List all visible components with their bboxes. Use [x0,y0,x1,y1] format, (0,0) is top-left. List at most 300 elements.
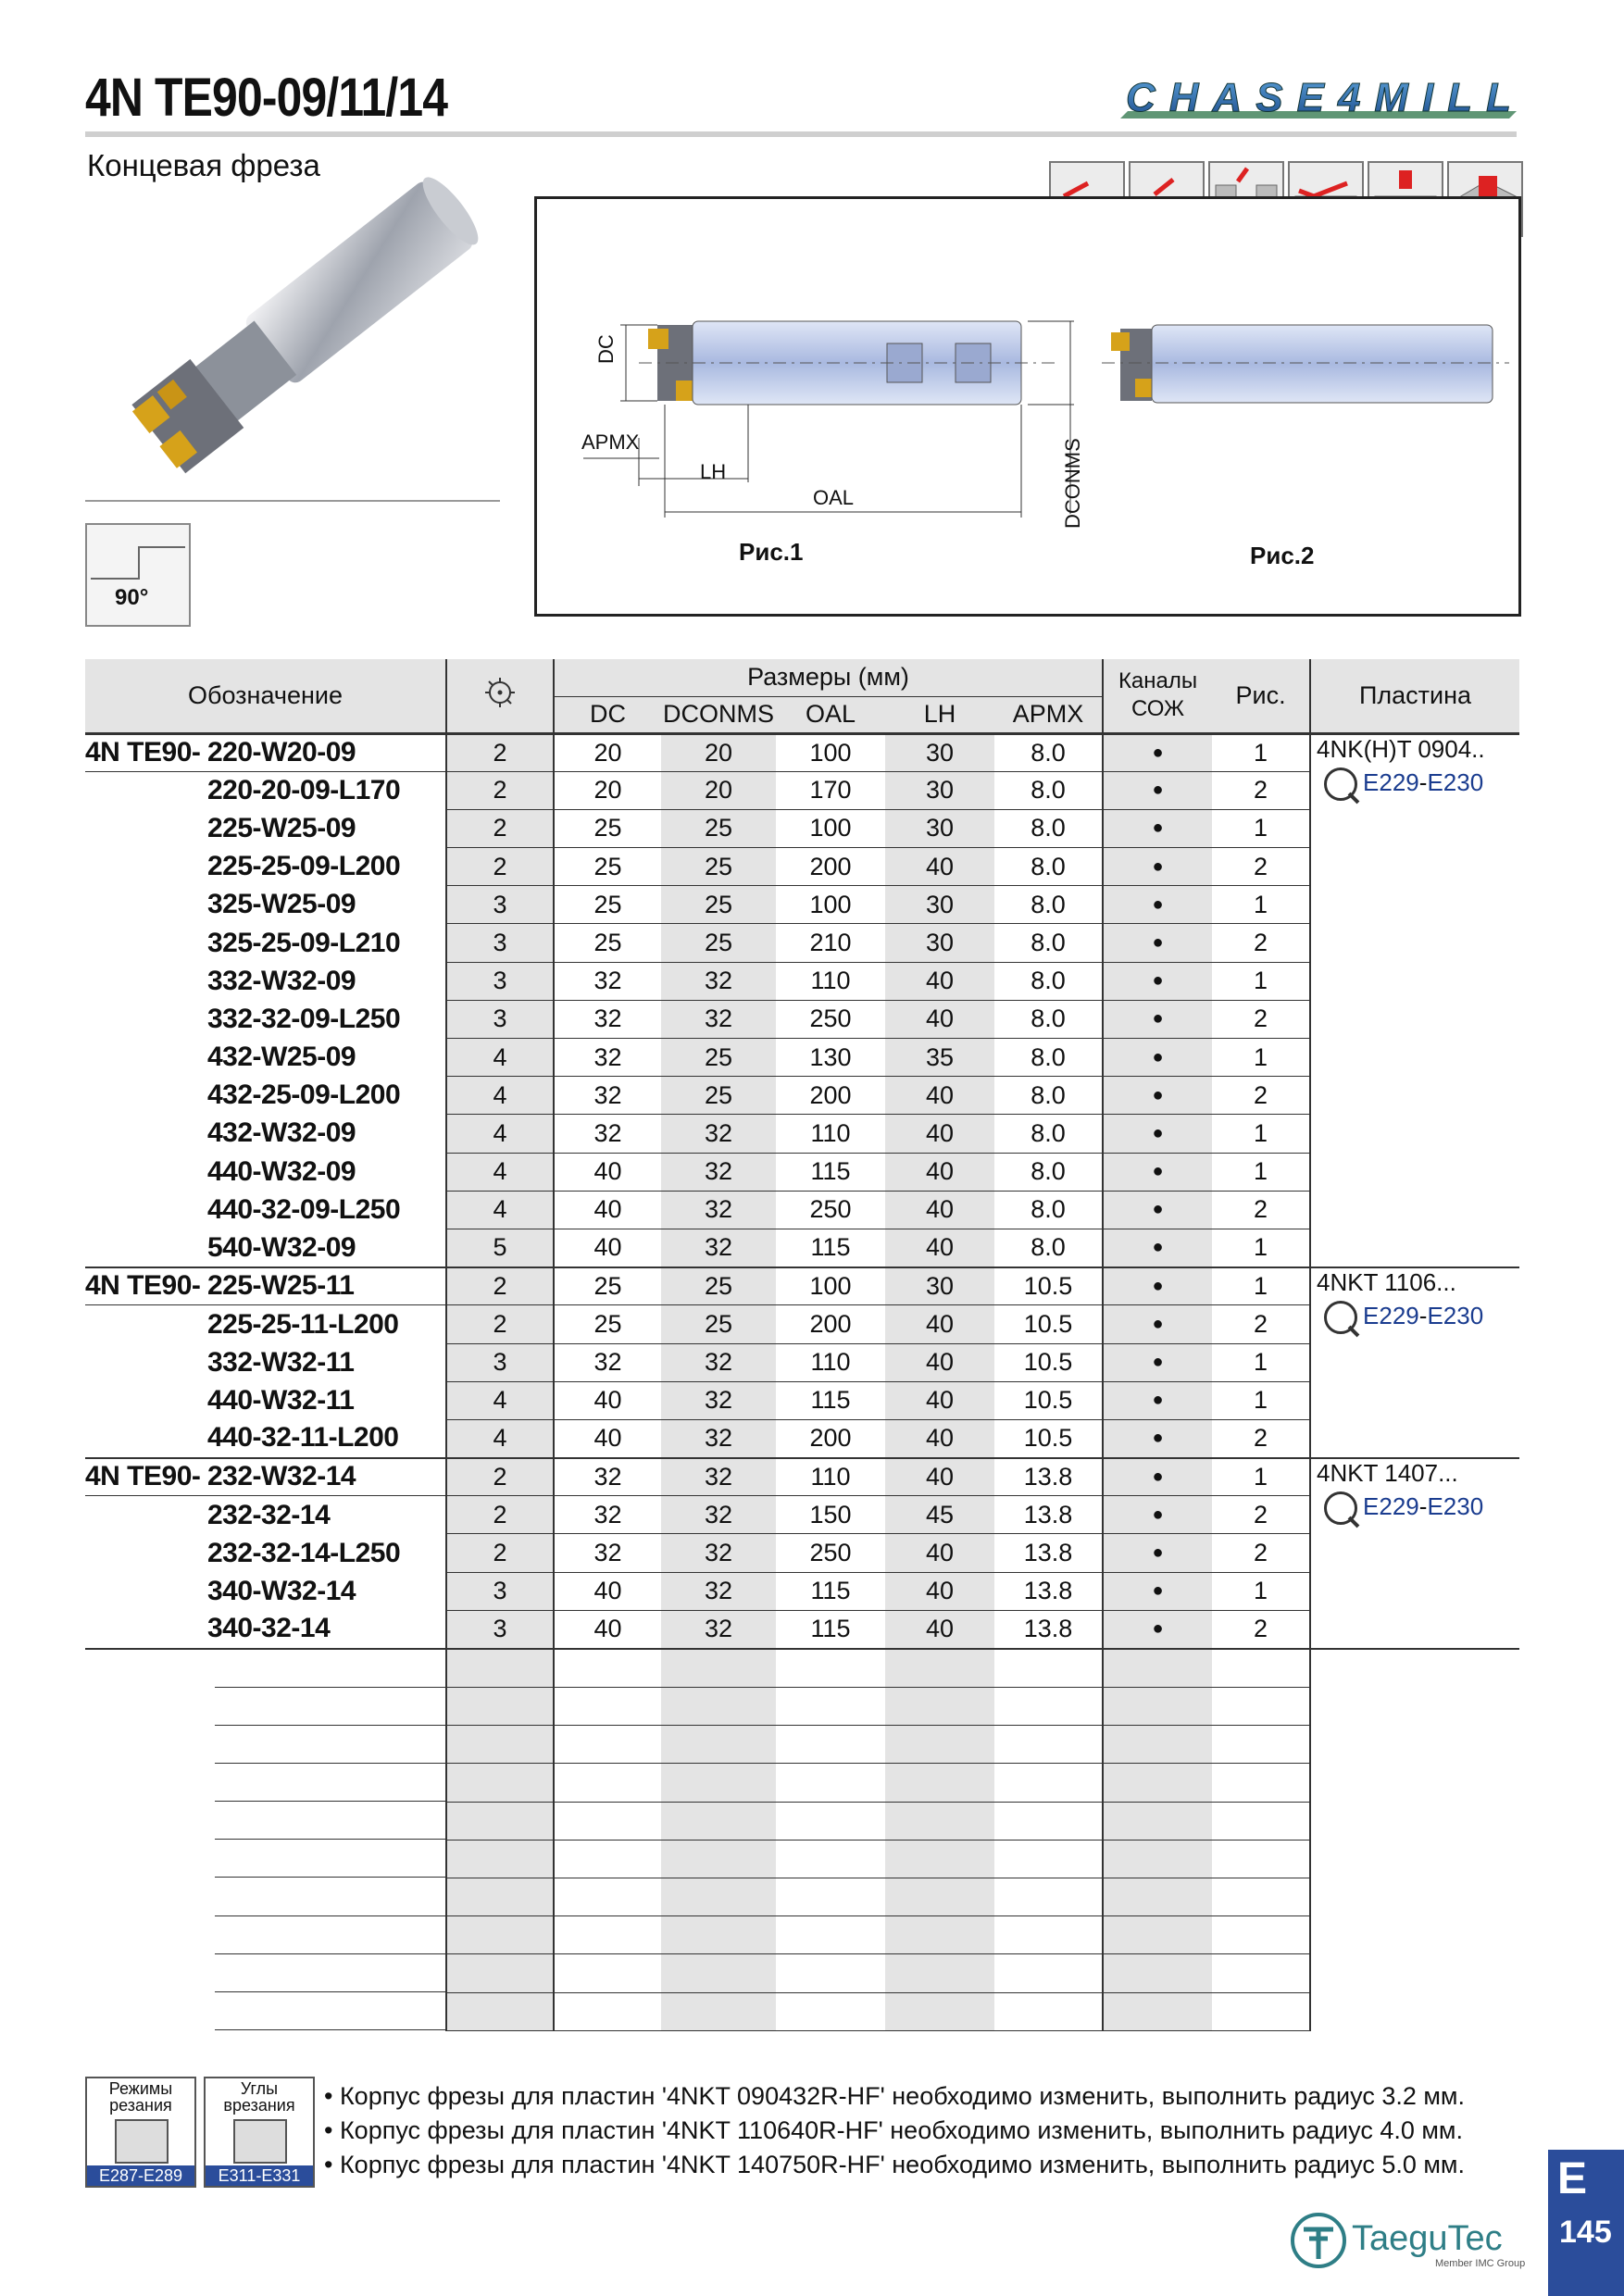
cell-fig: 1 [1212,1039,1310,1077]
cell-fig: 2 [1212,1077,1310,1115]
empty-row [85,1954,1519,1992]
insert-name: 4NKT 1106... [1317,1267,1456,1296]
empty-cell [1212,1878,1310,1915]
empty-cell [776,1878,885,1915]
teeth-count-icon [446,659,554,733]
empty-row [85,1688,1519,1726]
cell-fig: 2 [1212,1534,1310,1572]
empty-row [85,1649,1519,1688]
cell-apmx: 13.8 [994,1610,1103,1648]
designation-code: 225-W25-09 [207,812,356,843]
cell-fig: 2 [1212,771,1310,809]
cell-dconms: 25 [661,809,776,847]
insert-cell [1310,733,1519,1267]
page-title: 4N TE90-09/11/14 [85,68,448,128]
cell-cool: ● [1103,1610,1212,1648]
empty-cell [85,1992,446,2030]
cell-z: 4 [446,1191,554,1229]
insert-name: 4NK(H)T 0904.. [1317,734,1485,763]
cell-cool: ● [1103,1115,1212,1153]
empty-cell [776,1688,885,1726]
cell-dconms: 25 [661,1077,776,1115]
empty-cell [1212,1649,1310,1688]
cell-dc: 32 [554,1343,661,1381]
cell-dc: 25 [554,848,661,886]
empty-cell [1212,1840,1310,1878]
cell-cool: ● [1103,1229,1212,1267]
cell-apmx: 10.5 [994,1343,1103,1381]
cell-oal: 200 [776,1077,885,1115]
cell-apmx: 8.0 [994,1039,1103,1077]
empty-cell [776,1916,885,1954]
row-designation [85,1534,446,1572]
cell-lh: 40 [885,1381,994,1419]
empty-cell [1103,1764,1212,1802]
cell-apmx: 8.0 [994,848,1103,886]
cell-cool: ● [1103,1419,1212,1457]
dimension-figure [534,196,1521,617]
empty-cell [885,1992,994,2030]
row-designation [85,809,446,847]
insert-page-from: E229 [1363,1301,1419,1329]
brand-sub: Member IMC Group [1435,2258,1526,2269]
cell-dconms: 32 [661,1115,776,1153]
table-row [85,848,1519,886]
empty-cell [446,1764,554,1802]
cell-lh: 45 [885,1496,994,1534]
cell-z: 5 [446,1229,554,1267]
cell-lh: 35 [885,1039,994,1077]
cell-fig: 1 [1212,886,1310,924]
cell-apmx: 8.0 [994,1229,1103,1267]
dim-apmx-label: APMX [581,430,640,454]
cell-fig: 2 [1212,924,1310,962]
row-designation [85,1419,446,1457]
cell-dconms: 32 [661,962,776,1000]
figure-2-caption: Рис.2 [1250,542,1315,569]
cell-dc: 32 [554,1534,661,1572]
cell-cool: ● [1103,1572,1212,1610]
col-designation: Обозначение [85,659,446,733]
cell-cool: ● [1103,1458,1212,1496]
table-row [85,809,1519,847]
insert-page-from: E229 [1363,1491,1419,1520]
cell-dconms: 32 [661,1191,776,1229]
cell-dc: 32 [554,1115,661,1153]
cell-lh: 30 [885,1267,994,1305]
designation-code: 440-W32-09 [207,1155,356,1187]
empty-cell [554,1649,661,1688]
empty-row [85,1916,1519,1954]
empty-cell [994,1916,1103,1954]
insert-cell [1310,1267,1519,1458]
empty-cell [85,1954,446,1992]
cell-dc: 40 [554,1610,661,1648]
cell-dc: 40 [554,1153,661,1191]
table-row [85,1039,1519,1077]
cell-dconms: 32 [661,1343,776,1381]
col-coolant: Каналы СОЖ [1103,659,1212,733]
cell-dconms: 32 [661,1153,776,1191]
cell-z: 2 [446,809,554,847]
cell-z: 2 [446,1267,554,1305]
empty-cell [661,1802,776,1840]
cell-z: 2 [446,1305,554,1343]
cell-dconms: 32 [661,1229,776,1267]
cell-oal: 110 [776,1458,885,1496]
cell-cool: ● [1103,1343,1212,1381]
cell-cool: ● [1103,886,1212,924]
empty-cell [885,1840,994,1878]
table-row [85,1496,1519,1534]
cell-z: 2 [446,771,554,809]
cell-dconms: 25 [661,1039,776,1077]
empty-cell [554,1688,661,1726]
designation-code: 332-32-09-L250 [207,1003,401,1034]
row-designation [85,1115,446,1153]
row-designation [85,1458,446,1496]
empty-cell [446,1916,554,1954]
col-dims-group: Размеры (мм) [554,659,1103,696]
cell-oal: 250 [776,1534,885,1572]
magnifier-icon [1324,767,1357,801]
cell-lh: 40 [885,1343,994,1381]
cell-fig: 2 [1212,848,1310,886]
cell-z: 2 [446,848,554,886]
row-designation [85,733,446,771]
empty-cell [554,1954,661,1992]
empty-cell [994,1992,1103,2030]
table-row [85,1153,1519,1191]
cell-lh: 40 [885,1115,994,1153]
empty-cell [776,1764,885,1802]
cell-dc: 40 [554,1381,661,1419]
empty-cell [85,1840,446,1878]
row-designation [85,962,446,1000]
empty-cell [885,1764,994,1802]
table-row [85,1534,1519,1572]
cell-fig: 1 [1212,1343,1310,1381]
cell-z: 2 [446,1458,554,1496]
cell-fig: 2 [1212,1419,1310,1457]
designation-code: 432-W25-09 [207,1042,356,1073]
empty-cell [994,1878,1103,1915]
empty-cell [1103,1954,1212,1992]
table-row [85,1305,1519,1343]
cell-lh: 30 [885,886,994,924]
cell-fig: 1 [1212,1381,1310,1419]
cell-fig: 1 [1212,733,1310,771]
dim-dconms-label: DCONMS [1061,438,1084,529]
angle-label: 90° [115,585,149,610]
cell-lh: 40 [885,1305,994,1343]
ramping-angle-icon [233,2119,287,2164]
cell-cool: ● [1103,1496,1212,1534]
cell-apmx: 8.0 [994,733,1103,771]
cell-dc: 25 [554,924,661,962]
insert-page-to: E230 [1427,767,1484,796]
note-3: • Корпус фрезы для пластин '4NKT 140750R-HF' необходимо изменить, выполнить радиус 5.0 мм. [324,2151,1465,2178]
cell-cool: ● [1103,1381,1212,1419]
insert-reference[interactable] [1317,1491,1519,1525]
row-designation [85,1267,446,1305]
table-row [85,1572,1519,1610]
cell-oal: 110 [776,962,885,1000]
empty-cell [446,1688,554,1726]
insert-page-from: E229 [1363,767,1419,796]
cell-cool: ● [1103,771,1212,809]
empty-insert-cell [1310,1649,1519,2031]
cell-dc: 40 [554,1572,661,1610]
table-row [85,924,1519,962]
cell-lh: 30 [885,809,994,847]
cell-apmx: 10.5 [994,1419,1103,1457]
cell-lh: 30 [885,924,994,962]
cell-lh: 30 [885,733,994,771]
empty-cell [446,1878,554,1915]
title-divider [85,131,1517,137]
empty-cell [1103,1840,1212,1878]
cell-dconms: 25 [661,1267,776,1305]
empty-cell [885,1878,994,1915]
row-designation [85,1572,446,1610]
table-row [85,962,1519,1000]
cell-apmx: 13.8 [994,1496,1103,1534]
cell-apmx: 8.0 [994,1077,1103,1115]
designation-code: 232-32-14-L250 [207,1537,401,1568]
table-body [85,733,1519,2030]
cell-oal: 100 [776,1267,885,1305]
empty-cell [776,1840,885,1878]
cell-oal: 210 [776,924,885,962]
empty-cell [446,1726,554,1764]
designation-code: 332-W32-09 [207,965,356,996]
insert-page-to: E230 [1427,1491,1484,1520]
page-number: 145 [1559,2215,1612,2250]
cell-z: 4 [446,1153,554,1191]
row-designation [85,1343,446,1381]
row-designation [85,1000,446,1038]
empty-cell [1103,1992,1212,2030]
table-row [85,1229,1519,1267]
empty-cell [1103,1726,1212,1764]
empty-cell [661,1764,776,1802]
table-row [85,733,1519,771]
cell-z: 4 [446,1381,554,1419]
empty-cell [554,1916,661,1954]
empty-cell [1212,1802,1310,1840]
row-designation [85,1229,446,1267]
cell-apmx: 8.0 [994,1153,1103,1191]
cell-dconms: 25 [661,848,776,886]
cell-z: 4 [446,1419,554,1457]
cell-apmx: 13.8 [994,1458,1103,1496]
cell-oal: 115 [776,1381,885,1419]
empty-cell [1103,1802,1212,1840]
ramping-angle-card[interactable] [204,2077,315,2188]
designation-code: 225-25-11-L200 [207,1308,399,1340]
cell-z: 2 [446,1496,554,1534]
cell-oal: 170 [776,771,885,809]
empty-cell [554,1802,661,1840]
empty-cell [994,1954,1103,1992]
cell-apmx: 13.8 [994,1534,1103,1572]
cell-z: 3 [446,1000,554,1038]
cell-apmx: 8.0 [994,1000,1103,1038]
cell-apmx: 13.8 [994,1572,1103,1610]
empty-cell [554,1726,661,1764]
empty-row [85,1802,1519,1840]
col-dconms: DCONMS [661,696,776,733]
cell-oal: 115 [776,1153,885,1191]
magnifier-icon [1324,1301,1357,1334]
empty-cell [661,1954,776,1992]
cell-lh: 40 [885,848,994,886]
brand-name: TaeguTec [1352,2219,1503,2258]
cell-lh: 40 [885,1191,994,1229]
cell-dc: 25 [554,1305,661,1343]
cell-cool: ● [1103,733,1212,771]
cell-apmx: 8.0 [994,962,1103,1000]
table-row [85,1419,1519,1457]
ramping-angle-label: Углы врезания [223,2079,295,2115]
cell-apmx: 8.0 [994,1191,1103,1229]
empty-cell [885,1802,994,1840]
dim-oal-label: OAL [813,486,855,509]
cell-cool: ● [1103,962,1212,1000]
cell-fig: 2 [1212,1496,1310,1534]
insert-reference[interactable] [1317,767,1519,801]
table-row [85,1610,1519,1648]
empty-cell [994,1840,1103,1878]
cell-lh: 40 [885,1077,994,1115]
table-row [85,1115,1519,1153]
row-designation [85,771,446,809]
cell-lh: 40 [885,1610,994,1648]
cell-lh: 40 [885,1000,994,1038]
designation-code: 540-W32-09 [207,1231,356,1263]
cell-apmx: 8.0 [994,924,1103,962]
cell-oal: 110 [776,1343,885,1381]
cell-dc: 32 [554,1039,661,1077]
cell-oal: 200 [776,1419,885,1457]
cell-dc: 32 [554,1077,661,1115]
cell-oal: 200 [776,848,885,886]
cell-apmx: 10.5 [994,1381,1103,1419]
empty-cell [85,1764,446,1802]
empty-cell [994,1726,1103,1764]
row-designation [85,1039,446,1077]
cell-dc: 25 [554,886,661,924]
empty-row [85,1726,1519,1764]
cell-apmx: 10.5 [994,1267,1103,1305]
cell-oal: 115 [776,1572,885,1610]
cell-z: 3 [446,1572,554,1610]
note-2: • Корпус фрезы для пластин '4NKT 110640R-HF' необходимо изменить, выполнить радиус 4.0 мм. [324,2116,1463,2144]
cell-dconms: 25 [661,886,776,924]
dim-lh-label: LH [700,460,727,483]
empty-cell [1212,1916,1310,1954]
empty-cell [85,1688,446,1726]
designation-prefix: 4N TE90- [85,1461,201,1492]
row-designation [85,1305,446,1343]
row-designation [85,1381,446,1419]
cell-oal: 130 [776,1039,885,1077]
cell-cool: ● [1103,809,1212,847]
cell-dc: 20 [554,733,661,771]
cell-cool: ● [1103,1039,1212,1077]
cell-z: 4 [446,1115,554,1153]
empty-cell [776,1954,885,1992]
col-insert: Пластина [1310,659,1519,733]
cell-dc: 20 [554,771,661,809]
empty-cell [554,1764,661,1802]
empty-cell [1212,1954,1310,1992]
insert-page-to: E230 [1427,1301,1484,1329]
row-designation [85,1496,446,1534]
designation-code: 325-25-09-L210 [207,927,401,958]
empty-cell [1103,1688,1212,1726]
cell-fig: 2 [1212,1610,1310,1648]
cell-dconms: 25 [661,924,776,962]
row-designation [85,886,446,924]
empty-cell [554,1878,661,1915]
cell-cool: ● [1103,1000,1212,1038]
cell-dconms: 32 [661,1381,776,1419]
empty-cell [446,1840,554,1878]
section-letter: E [1557,2154,1588,2203]
cutting-data-label: Режимы резания [108,2079,173,2115]
insert-reference[interactable] [1317,1301,1519,1334]
cell-fig: 1 [1212,1229,1310,1267]
designation-code: 232-32-14 [207,1499,331,1530]
cell-dconms: 32 [661,1458,776,1496]
col-dc: DC [554,696,661,733]
designation-prefix: 4N TE90- [85,737,201,768]
cutting-data-icon [115,2119,169,2164]
cell-oal: 250 [776,1000,885,1038]
table-row [85,1267,1519,1305]
insert-page-sep: - [1418,767,1428,796]
row-designation [85,1191,446,1229]
designation-code: 432-25-09-L200 [207,1079,401,1111]
empty-cell [661,1992,776,2030]
designation-code: 340-W32-14 [207,1575,356,1606]
cell-cool: ● [1103,1305,1212,1343]
cell-dc: 25 [554,809,661,847]
page-subtitle: Концевая фреза [87,148,320,182]
cell-z: 3 [446,924,554,962]
cell-dconms: 32 [661,1000,776,1038]
table-row [85,1000,1519,1038]
insert-cell [1310,1458,1519,1649]
empty-cell [661,1726,776,1764]
cutting-data-card[interactable] [85,2077,196,2188]
empty-cell [885,1688,994,1726]
cell-cool: ● [1103,1267,1212,1305]
cell-dconms: 20 [661,771,776,809]
empty-cell [776,1726,885,1764]
empty-cell [776,1992,885,2030]
empty-cell [85,1726,446,1764]
cell-oal: 100 [776,886,885,924]
designation-code: 440-32-09-L250 [207,1193,401,1225]
empty-cell [885,1726,994,1764]
cell-dc: 32 [554,1000,661,1038]
empty-row [85,1840,1519,1878]
chase4mill-logo [1120,74,1518,126]
row-designation [85,848,446,886]
